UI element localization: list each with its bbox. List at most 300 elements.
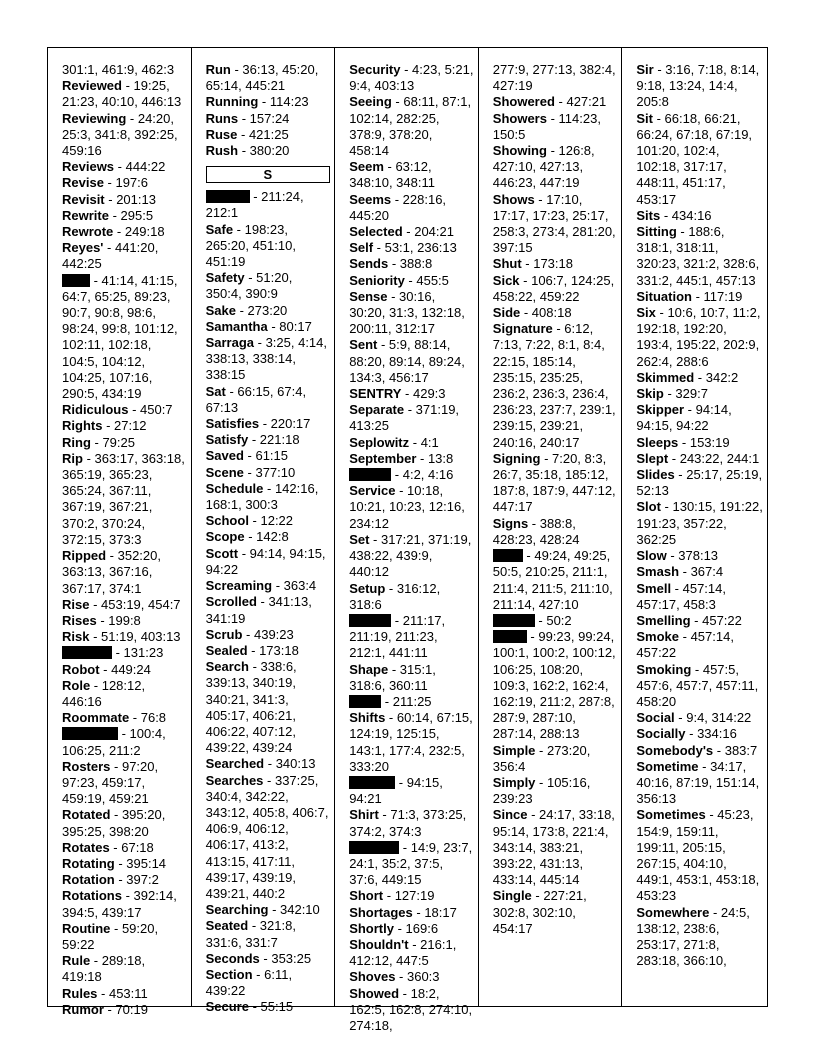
entry-term: Socially	[636, 726, 686, 742]
index-entry	[206, 659, 331, 756]
entry-term: Smell	[636, 580, 672, 596]
entry-references: - 329:7	[663, 386, 708, 402]
entry-term: Safety	[205, 270, 245, 286]
index-entry	[636, 62, 763, 111]
entry-references: - 63:12, 348:10, 348:11	[349, 159, 435, 191]
index-entry	[62, 726, 187, 758]
index-entry	[62, 953, 187, 985]
index-entry	[349, 337, 474, 386]
index-column-5	[622, 48, 767, 1006]
entry-term: Somewhere	[636, 904, 710, 920]
index-entry	[62, 435, 187, 451]
entry-references: - 34:17, 40:16, 87:19, 151:14, 356:13	[636, 758, 760, 807]
index-entry	[62, 451, 187, 548]
entry-term: Searched	[205, 756, 265, 772]
index-entry	[636, 726, 763, 742]
entry-term: Skip	[636, 386, 664, 402]
entry-references: - 201:13	[104, 191, 156, 207]
index-entry	[206, 448, 331, 464]
entry-term: Shoves	[349, 969, 396, 985]
entry-term: Rotation	[62, 872, 115, 888]
entry-term: Rise	[62, 596, 90, 612]
entry-term: Service	[349, 483, 396, 499]
entry-references: - 363:17, 363:18, 365:19, 365:23, 365:24, 367:11, 367:19, 367:21, 370:2, 370:24, 372:15, 373:3	[62, 450, 185, 547]
entry-references: - 453:19, 454:7	[89, 596, 181, 612]
entry-references: - 289:18, 419:18	[62, 953, 146, 985]
entry-term: SENTRY	[349, 386, 402, 402]
redaction-bar	[62, 274, 90, 287]
entry-references: - 211:17, 211:19, 211:23, 212:1, 441:11	[349, 612, 446, 661]
index-entry	[493, 305, 618, 321]
entry-references: - 94:14, 94:15, 94:22	[636, 402, 732, 434]
index-entry	[206, 189, 331, 221]
entry-term: Simple	[492, 742, 536, 758]
index-entry	[349, 807, 474, 839]
index-entry	[349, 532, 474, 581]
entry-references: - 434:16	[660, 207, 712, 223]
entry-references: - 114:23	[258, 94, 309, 110]
entry-term: Seconds	[205, 950, 260, 966]
entry-references: - 4:1	[409, 434, 439, 450]
entry-references: - 50:2	[534, 612, 572, 628]
index-column-4	[479, 48, 623, 1006]
entry-term: Rotates	[62, 839, 110, 855]
entry-references: - 10:18, 10:21, 10:23, 12:16, 234:12	[349, 483, 465, 531]
index-entry	[493, 743, 618, 775]
entry-term: Scope	[205, 529, 245, 545]
index-entry	[493, 451, 618, 516]
entry-term: Sealed	[205, 642, 248, 658]
entry-term: Smoking	[636, 661, 692, 677]
index-entry	[349, 937, 474, 969]
index-entry	[206, 222, 331, 271]
index-entry	[636, 451, 763, 467]
entry-references: - 449:24	[99, 661, 151, 677]
entry-term: Rewrote	[62, 224, 114, 240]
entry-term: Slept	[636, 450, 669, 466]
entry-references: - 13:8	[416, 450, 454, 466]
entry-term: Sake	[205, 302, 236, 318]
entry-references: - 68:11, 87:1, 102:14, 282:25, 378:9, 378:20, 458:14	[349, 94, 472, 159]
index-entry	[206, 627, 331, 643]
entry-references: - 24:17, 33:18, 95:14, 173:8, 221:4, 343:14, 383:21, 393:22, 431:13, 433:14, 445:14	[492, 807, 615, 888]
entry-term: Ridiculous	[62, 402, 129, 418]
index-entry	[349, 694, 474, 710]
entry-references: - 51:20, 350:4, 390:9	[205, 270, 293, 302]
index-column-2	[192, 48, 336, 1015]
index-entry	[636, 759, 763, 808]
entry-references: - 228:16, 445:20	[349, 191, 447, 223]
index-entry	[636, 629, 763, 661]
index-entry	[206, 94, 331, 110]
entry-references: - 3:16, 7:18, 8:14, 9:18, 13:24, 14:4, 205:8	[636, 62, 760, 110]
entry-references: - 377:10	[243, 464, 296, 480]
index-entry	[62, 986, 187, 1002]
index-entry	[62, 418, 187, 434]
section-letter-header: S	[206, 166, 331, 183]
index-entry	[62, 402, 187, 418]
entry-references: - 427:21	[554, 94, 607, 110]
entry-term: Sometime	[636, 758, 699, 774]
index-entry	[636, 370, 763, 386]
entry-term: Smoke	[636, 629, 680, 645]
entry-references: - 383:7	[713, 742, 758, 758]
entry-references: - 273:20	[235, 302, 288, 318]
entry-references: - 441:20, 442:25	[62, 240, 159, 272]
entry-references: - 334:16	[685, 726, 737, 742]
entry-references: - 397:2	[114, 872, 159, 888]
entry-term: Skimmed	[636, 369, 695, 385]
entry-term: Sense	[349, 288, 388, 304]
index-entry	[206, 951, 331, 967]
entry-term: Setup	[349, 580, 386, 596]
index-entry	[493, 256, 618, 272]
entry-references: - 395:14	[114, 855, 167, 871]
entry-term: Searching	[205, 902, 269, 918]
index-entry	[62, 888, 187, 920]
entry-references: - 457:5, 457:6, 457:7, 457:11, 458:20	[636, 661, 759, 709]
index-entry	[62, 629, 187, 645]
entry-references: - 342:10	[268, 902, 320, 918]
entry-references: - 199:8	[96, 612, 141, 628]
index-entry	[62, 759, 187, 808]
entry-references: - 79:25	[90, 434, 135, 450]
entry-references: - 66:15, 67:4, 67:13	[205, 383, 307, 415]
index-entry	[62, 240, 187, 272]
entry-term: Satisfies	[205, 416, 260, 432]
entry-references: - 67:18	[109, 839, 154, 855]
entry-term: Rotations	[62, 888, 122, 904]
index-entry	[493, 273, 618, 305]
redaction-bar	[62, 727, 118, 740]
entry-references: - 388:8	[388, 256, 433, 272]
entry-references: - 338:6, 339:13, 340:19, 340:21, 341:3, 405:17, 406:21, 406:22, 407:12, 439:22, 439:24	[205, 659, 297, 756]
index-entry	[636, 402, 763, 434]
entry-references: - 51:19, 403:13	[89, 629, 181, 645]
index-page-frame	[47, 47, 768, 1033]
entry-references: - 211:24, 212:1	[205, 189, 304, 221]
entry-term: Section	[205, 966, 253, 982]
entry-term: Seplowitz	[349, 434, 410, 450]
entry-term: Sleeps	[636, 434, 679, 450]
entry-references: - 421:25	[237, 126, 289, 142]
entry-references: - 7:20, 8:3, 26:7, 35:18, 185:12, 187:8, 187:9, 447:12, 447:17	[492, 450, 616, 515]
index-entry	[349, 94, 474, 159]
entry-term: Secure	[205, 999, 249, 1015]
entry-references: - 9:4, 314:22	[674, 710, 752, 726]
index-entry	[349, 451, 474, 467]
entry-references: - 378:13	[666, 548, 719, 564]
entry-references: - 114:23, 150:5	[492, 110, 601, 142]
entry-references: - 395:20, 395:25, 398:20	[62, 807, 166, 839]
entry-references: - 3:25, 4:14, 338:13, 338:14, 338:15	[205, 335, 328, 383]
entry-term: Situation	[636, 288, 692, 304]
index-entry	[62, 62, 187, 78]
entry-references: - 429:3	[401, 386, 446, 402]
entry-references: - 317:21, 371:19, 438:22, 439:9, 440:12	[349, 531, 472, 580]
entry-references: - 24:20, 25:3, 341:8, 392:25, 459:16	[62, 110, 178, 159]
entry-term: Rumor	[62, 1001, 104, 1017]
redaction-bar	[349, 695, 381, 708]
entry-term: Self	[349, 240, 374, 256]
index-entry	[62, 597, 187, 613]
index-entry	[206, 465, 331, 481]
entry-references: - 142:16, 168:1, 300:3	[205, 480, 319, 513]
entry-references: - 453:11	[97, 985, 148, 1001]
index-column-1	[48, 48, 192, 1017]
entry-references: - 211:25	[381, 693, 432, 709]
index-entry	[493, 94, 618, 110]
index-entry	[62, 856, 187, 872]
index-entry	[636, 499, 763, 548]
entry-term: Shut	[492, 256, 522, 272]
entry-term: Samantha	[205, 318, 268, 334]
index-entry	[62, 645, 187, 661]
index-entry	[62, 662, 187, 678]
entry-term: Scene	[205, 464, 244, 480]
index-entry	[62, 921, 187, 953]
entry-references: - 455:5	[404, 272, 449, 288]
index-entry	[349, 256, 474, 272]
entry-references: - 227:21, 302:8, 302:10, 454:17	[492, 888, 587, 936]
index-entry	[62, 710, 187, 726]
entry-term: Rewrite	[62, 207, 109, 223]
index-entry	[349, 435, 474, 451]
index-entry	[349, 386, 474, 402]
index-entry	[636, 613, 763, 629]
entry-term: Ripped	[62, 548, 107, 564]
entry-term: Rights	[62, 418, 103, 434]
redaction-bar	[62, 646, 112, 659]
index-entry	[206, 111, 331, 127]
index-entry	[636, 386, 763, 402]
entry-references: - 117:19	[691, 288, 743, 304]
entry-references: - 157:24	[238, 110, 290, 126]
redaction-bar	[206, 190, 250, 203]
redaction-bar	[493, 630, 527, 643]
entry-term: Skipper	[636, 402, 685, 418]
entry-references: - 408:18	[520, 305, 572, 321]
entry-references: - 142:8	[244, 529, 289, 545]
entry-term: Somebody's	[636, 742, 714, 758]
index-entry	[62, 613, 187, 629]
entry-term: Signing	[492, 450, 541, 466]
index-entry	[493, 111, 618, 143]
entry-references: - 340:13	[264, 756, 316, 772]
entry-term: Rip	[62, 450, 83, 466]
index-entry	[636, 581, 763, 613]
entry-references: - 450:7	[128, 402, 173, 418]
index-entry	[636, 710, 763, 726]
entry-references: - 80:17	[267, 318, 312, 334]
entry-term: Sick	[492, 272, 520, 288]
entry-references: - 444:22	[114, 159, 166, 175]
entry-term: Shortly	[349, 920, 394, 936]
index-entry	[206, 546, 331, 578]
index-entry	[349, 467, 474, 483]
index-column-3	[335, 48, 479, 1033]
entry-term: Sits	[636, 207, 661, 223]
index-entry	[62, 78, 187, 110]
redaction-bar	[349, 614, 391, 627]
index-entry	[62, 192, 187, 208]
index-entry	[62, 175, 187, 191]
entry-references: - 457:22	[690, 612, 742, 628]
index-entry	[62, 273, 187, 403]
entry-term: Seeing	[349, 94, 392, 110]
index-entry	[349, 62, 474, 94]
entry-references: - 41:14, 41:15, 64:7, 65:25, 89:23, 90:7, 90:8, 98:6, 98:24, 99:8, 101:12, 102:11, 102:18, 104:5, 104:12, 104:25, 107:16, 290:5, 434:19	[62, 272, 178, 402]
entry-term: Smelling	[636, 612, 691, 628]
index-entry	[206, 773, 331, 903]
entry-references: - 173:18	[247, 642, 299, 658]
entry-references: - 5:9, 88:14, 88:20, 89:14, 89:24, 134:3, 456:17	[349, 337, 465, 385]
entry-references: - 169:6	[393, 920, 439, 936]
entry-references: 277:9, 277:13, 382:4, 427:19	[492, 62, 616, 94]
entry-term: Satisfy	[205, 432, 249, 448]
index-entry	[636, 564, 763, 580]
index-entry	[636, 905, 763, 970]
index-entry	[349, 905, 474, 921]
entry-references: - 18:2, 162:5, 162:8, 274:10, 274:18,	[349, 985, 473, 1033]
entry-term: Seated	[205, 918, 249, 934]
index-entry	[206, 270, 331, 302]
entry-references: - 17:10, 17:17, 17:23, 25:17, 258:3, 273:4, 281:20, 397:15	[492, 191, 616, 256]
redaction-bar	[493, 614, 535, 627]
entry-references: - 25:17, 25:19, 52:13	[636, 467, 763, 499]
entry-term: Shape	[349, 661, 389, 677]
index-entry	[636, 743, 763, 759]
entry-references: - 6:12, 7:13, 7:22, 8:1, 8:4, 22:15, 185:14, 235:15, 235:25, 236:2, 236:3, 236:4, 236:23, 237:7, 239:1, 239:15, 239:21, 240:16, 240:17	[492, 321, 616, 450]
entry-term: Risk	[62, 629, 90, 645]
entry-term: Simply	[492, 774, 536, 790]
index-entry	[493, 516, 618, 548]
index-entry	[206, 432, 331, 448]
index-entry	[349, 888, 474, 904]
entry-references: - 371:19, 413:25	[349, 402, 460, 434]
entry-term: Security	[349, 62, 401, 77]
entry-term: Selected	[349, 224, 403, 240]
entry-term: Showing	[492, 143, 547, 159]
entry-term: School	[205, 513, 249, 529]
index-entry	[62, 159, 187, 175]
entry-term: Signs	[492, 515, 529, 531]
redaction-bar	[349, 776, 395, 789]
entry-term: Scrolled	[205, 594, 257, 610]
entry-references: - 353:25	[259, 950, 312, 966]
entry-references: - 27:12	[102, 418, 147, 434]
entry-term: Slot	[636, 499, 661, 515]
entry-references: - 315:1, 318:6, 360:11	[349, 661, 436, 693]
entry-term: Schedule	[205, 480, 264, 496]
entry-term: Sit	[636, 110, 653, 126]
index-entry	[206, 756, 331, 772]
entry-references: - 36:13, 45:20, 65:14, 445:21	[205, 62, 319, 94]
index-entry	[493, 548, 618, 613]
index-entry	[493, 807, 618, 888]
entry-term: Showered	[492, 94, 555, 110]
entry-term: Seems	[349, 191, 392, 207]
entry-term: Ruse	[205, 126, 238, 142]
entry-references: 301:1, 461:9, 462:3	[62, 62, 175, 77]
index-entry	[62, 678, 187, 710]
entry-term: Rotating	[62, 855, 115, 871]
entry-term: Short	[349, 888, 384, 904]
entry-term: Ring	[62, 434, 91, 450]
entry-references: - 249:18	[113, 224, 165, 240]
entry-term: Running	[205, 94, 259, 110]
index-entry	[206, 967, 331, 999]
index-entry	[349, 402, 474, 434]
entry-term: Screaming	[205, 578, 273, 594]
entry-references: - 392:14, 394:5, 439:17	[62, 888, 177, 920]
index-entry	[636, 224, 763, 289]
entry-references: - 19:25, 21:23, 40:10, 446:13	[62, 78, 182, 110]
entry-references: - 6:11, 439:22	[205, 966, 293, 999]
entry-references: - 24:5, 138:12, 238:6, 253:17, 271:8, 283:18, 366:10,	[636, 904, 750, 969]
entry-term: Rises	[62, 612, 97, 628]
entry-references: - 94:14, 94:15, 94:22	[205, 545, 326, 577]
entry-references: - 153:19	[678, 434, 730, 450]
entry-term: Sends	[349, 256, 389, 272]
entry-term: Reviews	[62, 159, 115, 175]
entry-references: - 367:4	[679, 564, 724, 580]
entry-references: - 126:8, 427:10, 427:13, 446:23, 447:19	[492, 143, 595, 191]
index-entry	[206, 303, 331, 319]
entry-term: Search	[205, 659, 249, 675]
entry-term: Reyes'	[62, 240, 104, 256]
index-entry	[206, 335, 331, 384]
index-entry	[206, 384, 331, 416]
index-entry	[206, 127, 331, 143]
index-entry	[206, 319, 331, 335]
entry-term: Rule	[62, 953, 91, 969]
entry-references: - 360:3	[395, 969, 440, 985]
entry-term: Rotated	[62, 807, 111, 823]
index-entry	[349, 921, 474, 937]
index-entry	[493, 321, 618, 451]
entry-references: - 66:18, 66:21, 66:24, 67:18, 67:19, 101:20, 102:4, 102:18, 317:17, 448:11, 451:17, 453:17	[636, 110, 753, 207]
entry-references: - 60:14, 67:15, 124:19, 125:15, 143:1, 177:4, 232:5, 333:20	[349, 710, 473, 774]
entry-references: - 70:19	[103, 1001, 148, 1017]
entry-term: Shouldn't	[349, 936, 409, 952]
entry-term: Safe	[205, 221, 234, 237]
entry-references: - 10:6, 10:7, 11:2, 192:18, 192:20, 193:4, 195:22, 202:9, 262:4, 288:6	[636, 305, 761, 369]
entry-term: Rosters	[62, 758, 111, 774]
entry-term: Roommate	[62, 710, 130, 726]
index-entry	[62, 872, 187, 888]
index-entry	[493, 613, 618, 629]
index-entry	[493, 629, 618, 742]
index-entry	[206, 999, 331, 1015]
entry-term: Runs	[205, 110, 239, 126]
entry-term: Saved	[205, 448, 244, 464]
entry-term: Single	[492, 888, 532, 904]
index-entry	[206, 62, 331, 94]
entry-references: - 220:17	[259, 416, 311, 432]
entry-references: - 457:14, 457:17, 458:3	[636, 580, 726, 612]
entry-references: - 97:20, 97:23, 459:17, 459:19, 459:21	[62, 758, 159, 807]
entry-references: - 106:7, 124:25, 458:22, 459:22	[492, 272, 615, 304]
entry-references: - 55:15	[248, 999, 294, 1015]
entry-references: - 197:6	[103, 175, 149, 191]
entry-references: - 321:8, 331:6, 331:7	[205, 918, 296, 950]
index-entry	[493, 143, 618, 192]
index-entry	[206, 513, 331, 529]
entry-references: - 316:12, 318:6	[349, 580, 441, 612]
index-entry	[349, 192, 474, 224]
entry-term: Seniority	[349, 272, 405, 288]
